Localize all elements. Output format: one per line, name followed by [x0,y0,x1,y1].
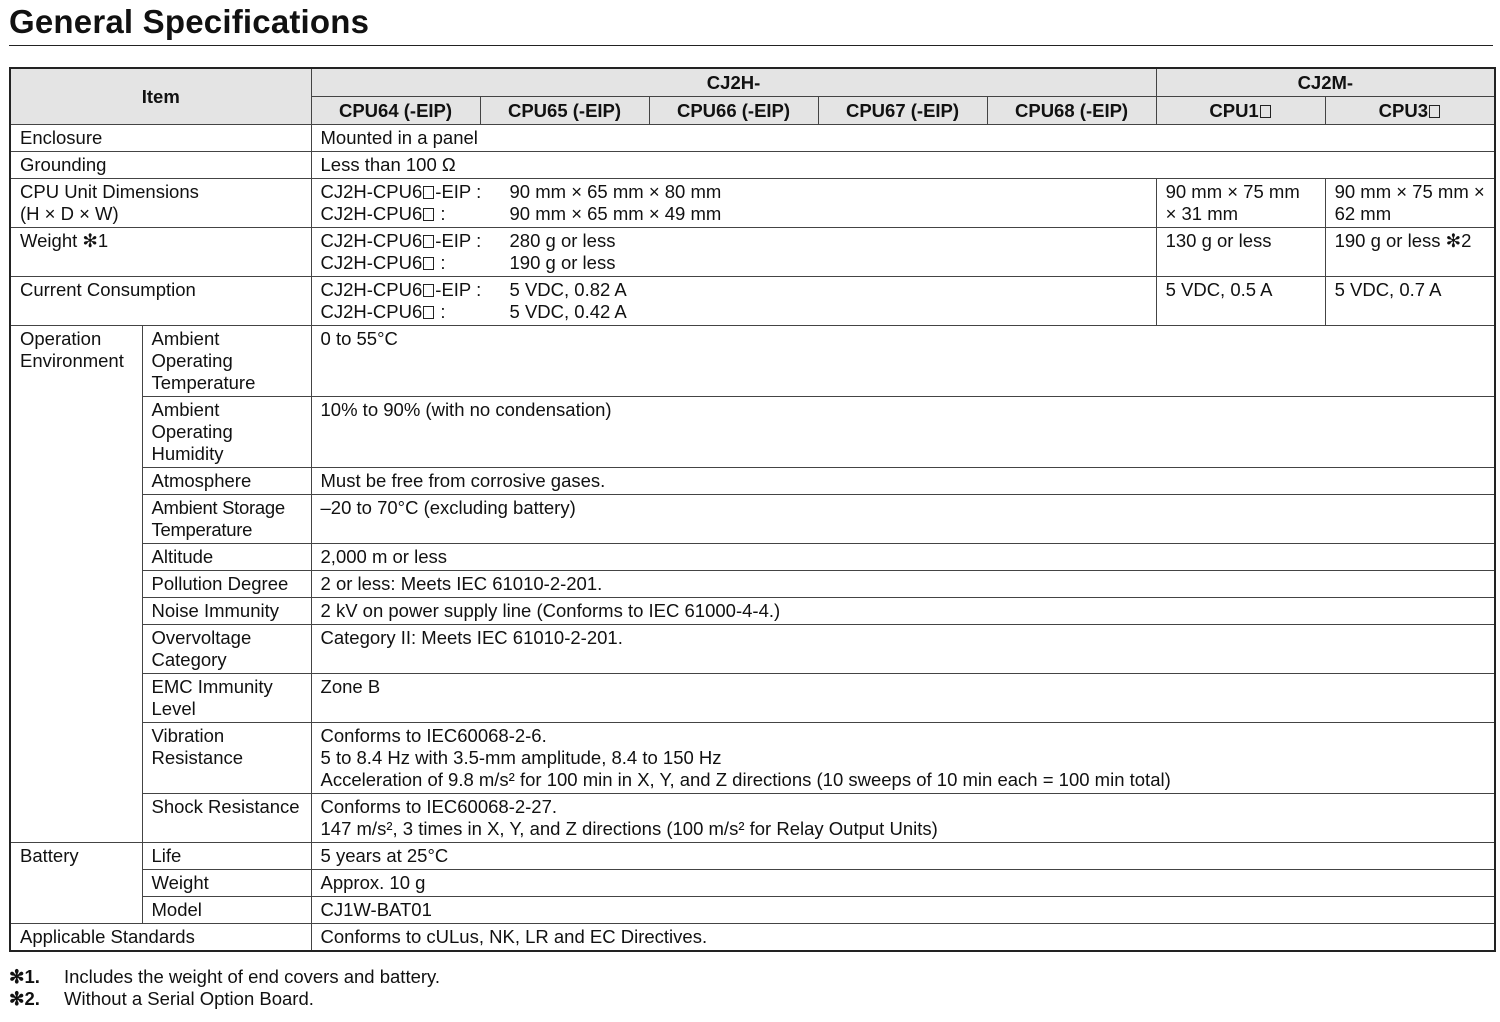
placeholder-box-icon [423,306,434,319]
table-row [10,125,1495,152]
row-value: Less than 100 Ω [311,152,1495,179]
row-value: Must be free from corrosive gases. [311,468,1495,495]
table-row [10,326,1495,397]
row-label: Ambient Operating Temperature [142,326,311,397]
placeholder-box-icon [423,284,434,297]
row-value: 2,000 m or less [311,544,1495,571]
model-header: CPU66 (-EIP) [649,97,818,125]
row-value: –20 to 70°C (excluding battery) [311,495,1495,544]
row-label: Noise Immunity [142,598,311,625]
table-row [10,495,1495,544]
row-label [10,179,311,228]
table-row [10,277,1495,326]
row-value: 0 to 55°C [311,326,1495,397]
footnote-text: Without a Serial Option Board. [64,988,314,1009]
row-label: Current Consumption [10,277,311,326]
table-row [10,625,1495,674]
table-row [10,674,1495,723]
row-value [311,723,1495,794]
value-line: 147 m/s², 3 times in X, Y, and Z directions (100 m/s² for Relay Output Units) [320,818,938,839]
general-specifications-table [9,67,1496,952]
table-row [10,723,1495,794]
table-row [10,152,1495,179]
table-row [10,397,1495,468]
cpu3-header: CPU3 [1325,97,1495,125]
value-line: 190 g or less [509,252,616,273]
row-label: Pollution Degree [142,571,311,598]
row-value: Mounted in a panel [311,125,1495,152]
placeholder-box-icon [423,186,434,199]
row-value [311,794,1495,843]
row-label: Model [142,897,311,924]
row-label: Ambient Storage Temperature [142,495,311,544]
model-header: CPU68 (-EIP) [987,97,1156,125]
row-value: 2 or less: Meets IEC 61010-2-201. [311,571,1495,598]
footnotes [9,966,440,1010]
cpu3-value: 5 VDC, 0.7 A [1325,277,1495,326]
table-row [10,897,1495,924]
value-line: 5 VDC, 0.42 A [509,301,627,322]
title-divider [9,45,1493,46]
row-label-line: CPU Unit Dimensions [20,181,199,202]
row-value: Category II: Meets IEC 61010-2-201. [311,625,1495,674]
value-line: 5 to 8.4 Hz with 3.5-mm amplitude, 8.4 to 150 Hz [320,747,722,768]
value-line: 90 mm × 65 mm × 80 mm [509,181,722,202]
value-line: 90 mm × 65 mm × 49 mm [509,203,722,224]
table-row [10,179,1495,228]
cpu1-value: 130 g or less [1156,228,1325,277]
placeholder-box-icon [423,235,434,248]
row-value: 2 kV on power supply line (Conforms to IEC 61000-4-4.) [311,598,1495,625]
row-value: 10% to 90% (with no condensation) [311,397,1495,468]
footnote [9,988,440,1010]
table-row [10,870,1495,897]
placeholder-box-icon [423,208,434,221]
cpu1-header: CPU1 [1156,97,1325,125]
row-value: Conforms to cULus, NK, LR and EC Directives. [311,924,1495,952]
row-label: Overvoltage Category [142,625,311,674]
group-label: Battery [10,843,142,924]
row-label-line: (H × D × W) [20,203,119,224]
row-label: EMC Immunity Level [142,674,311,723]
table-row [10,571,1495,598]
table-row [10,843,1495,870]
row-value: CJ2H-CPU6 -EIP : 280 g or less CJ2H-CPU6 : 190 g or less [311,228,1156,277]
table-row [10,598,1495,625]
value-line: Conforms to IEC60068-2-27. [320,796,558,817]
footnote-mark: ✻2. [9,988,40,1009]
cj2h-header: CJ2H- [311,68,1156,97]
row-value: Approx. 10 g [311,870,1495,897]
row-label: Shock Resistance [142,794,311,843]
cpu3-value: 90 mm × 75 mm × 62 mm [1325,179,1495,228]
model-header: CPU64 (-EIP) [311,97,480,125]
placeholder-box-icon [423,257,434,270]
value-line: 280 g or less [509,230,616,251]
table-row [10,544,1495,571]
row-label: Ambient Operating Humidity [142,397,311,468]
row-value: CJ2H-CPU6 -EIP : 5 VDC, 0.82 A CJ2H-CPU6 : 5 VDC, 0.42 A [311,277,1156,326]
value-line: Conforms to IEC60068-2-6. [320,725,547,746]
value-line: 5 VDC, 0.82 A [509,279,627,300]
placeholder-box-icon [1260,105,1271,118]
row-label: Atmosphere [142,468,311,495]
model-header: CPU65 (-EIP) [480,97,649,125]
row-label: Altitude [142,544,311,571]
header-row-1 [10,68,1495,97]
table-row [10,468,1495,495]
page-title: General Specifications [9,3,370,40]
cpu1-value: 5 VDC, 0.5 A [1156,277,1325,326]
row-value: 5 years at 25°C [311,843,1495,870]
footnote-text: Includes the weight of end covers and battery. [64,966,441,987]
item-header: Item [10,68,311,125]
row-value: Zone B [311,674,1495,723]
row-label: Applicable Standards [10,924,311,952]
row-label: Life [142,843,311,870]
placeholder-box-icon [1429,105,1440,118]
table-row [10,228,1495,277]
cj2m-header: CJ2M- [1156,68,1495,97]
table-row [10,794,1495,843]
cpu3-value: 190 g or less ✻2 [1325,228,1495,277]
row-label: Vibration Resistance [142,723,311,794]
row-label: Weight [142,870,311,897]
table-row [10,924,1495,952]
row-label: Grounding [10,152,311,179]
footnote-mark: ✻1. [9,966,40,987]
row-label: Weight ✻1 [10,228,311,277]
group-label: Operation Environment [10,326,142,843]
footnote [9,966,440,988]
model-header: CPU67 (-EIP) [818,97,987,125]
value-line: Acceleration of 9.8 m/s² for 100 min in X, Y, and Z directions (10 sweeps of 10 min each = 100 min total) [320,769,1171,790]
row-value: CJ1W-BAT01 [311,897,1495,924]
row-value: CJ2H-CPU6 -EIP : 90 mm × 65 mm × 80 mm CJ2H-CPU6 : 90 mm × 65 mm × 49 mm [311,179,1156,228]
cpu1-value: 90 mm × 75 mm × 31 mm [1156,179,1325,228]
row-label: Enclosure [10,125,311,152]
